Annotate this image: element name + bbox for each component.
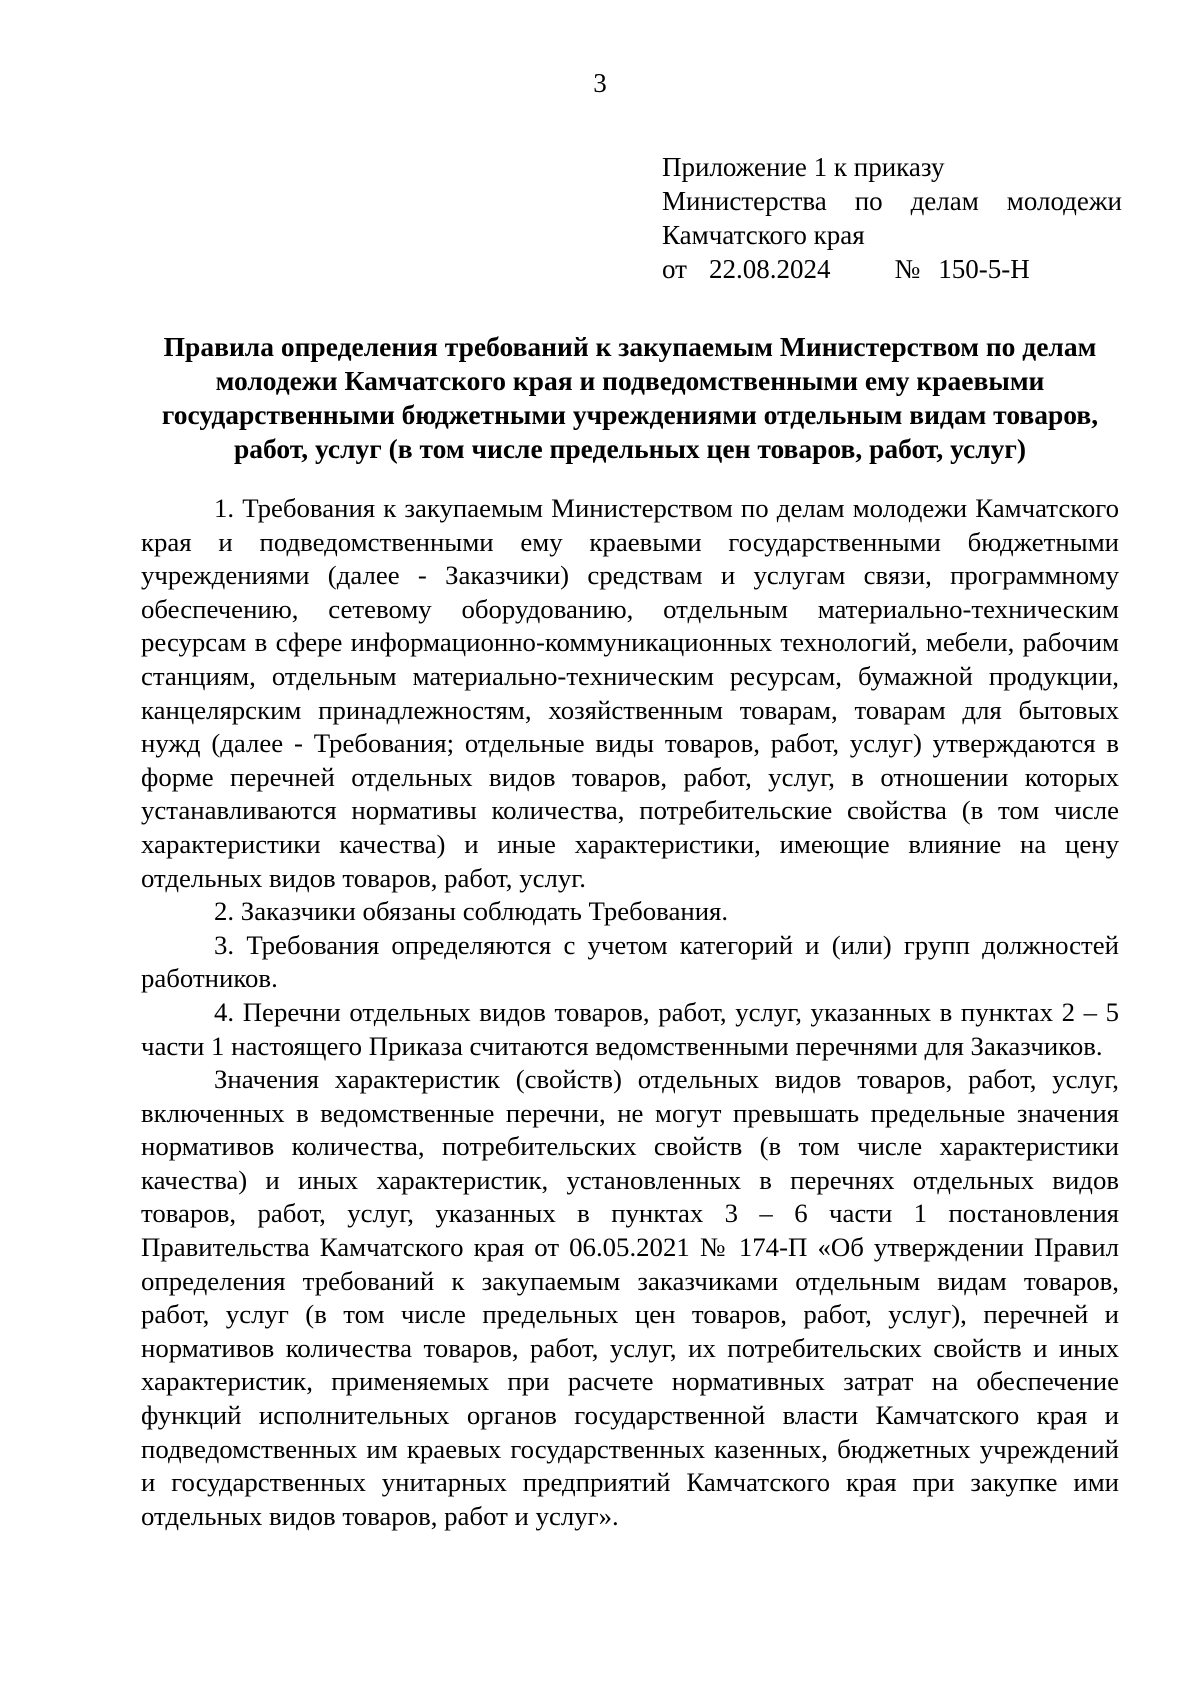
paragraph-4: 4. Перечни отдельных видов товаров, работ, услуг, указанных в пунктах 2 – 5 части 1 настоящего Приказа считаются ведомственными перечнями для Заказчиков. xyxy=(141,996,1119,1061)
order-date: 22.08.2024 xyxy=(708,254,831,284)
number-sign: № xyxy=(894,254,921,284)
document-title: Правила определения требований к закупаемым Министерством по делам молодежи Камчатского края и подведомственными ему краевыми государственными бюджетными учреждениями отдельным видам товаров, работ, услуг (в том числе предельных цен товаров, работ, услуг) xyxy=(161,331,1099,464)
paragraph-1: 1. Требования к закупаемым Министерством по делам молодежи Камчатского края и подведомственными ему краевыми государственными бюджетными учреждениями (далее - Заказчики) средствам и услугам связи, программному обеспечению, сетевому оборудованию, отдельным материально-техническим ресурсам в сфере информационно-коммуникационных технологий, мебели, рабочим станциям, отдельным материально-техническим ресурсам, бумажной продукции, канцелярским принадлежностям, хозяйственным товарам, товарам для бытовых нужд (далее - Требования; отдельные виды товаров, работ, услуг) утверждаются в форме перечней отдельных видов товаров, работ, услуг, в отношении которых устанавливаются нормативы количества, потребительские свойства (в том числе характеристики качества) и иные характеристики, имеющие влияние на цену отдельных видов товаров, работ, услуг. xyxy=(141,493,1119,893)
page-number: 3 xyxy=(593,68,607,98)
paragraph-2: 2. Заказчики обязаны соблюдать Требования. xyxy=(214,896,729,927)
appendix-date-line xyxy=(662,252,1122,286)
document-body xyxy=(141,492,1119,1533)
order-number: 150-5-Н xyxy=(938,254,1030,284)
paragraph-3: 3. Требования определяются с учетом категорий и (или) групп должностей работников. xyxy=(141,929,1119,994)
appendix-header xyxy=(662,150,1122,286)
appendix-line-2: Министерства по делам молодежи xyxy=(662,186,1122,216)
appendix-line-3: Камчатского края xyxy=(662,220,865,250)
appendix-line-1: Приложение 1 к приказу xyxy=(662,152,945,182)
date-prefix: от xyxy=(662,254,687,284)
paragraph-5: Значения характеристик (свойств) отдельных видов товаров, работ, услуг, включенных в ведомственные перечни, не могут превышать предельные значения нормативов количества, потребительских свойств (в том числе характеристики качества) и иных характеристик, установленных в перечнях отдельных видов товаров, работ, услуг, указанных в пунктах 3 – 6 части 1 постановления Правительства Камчатского края от 06.05.2021 № 174-П «Об утверждении Правил определения требований к закупаемым заказчиками отдельным видам товаров, работ, услуг (в том числе предельных цен товаров, работ, услуг), перечней и нормативов количества товаров, работ, услуг, их потребительских свойств и иных характеристик, применяемых при расчете нормативных затрат на обеспечение функций исполнительных органов государственной власти Камчатского края и подведомственных им краевых государственных казенных, бюджетных учреждений и государственных унитарных предприятий Камчатского края при закупке ими отдельных видов товаров, работ и услуг». xyxy=(141,1064,1119,1531)
